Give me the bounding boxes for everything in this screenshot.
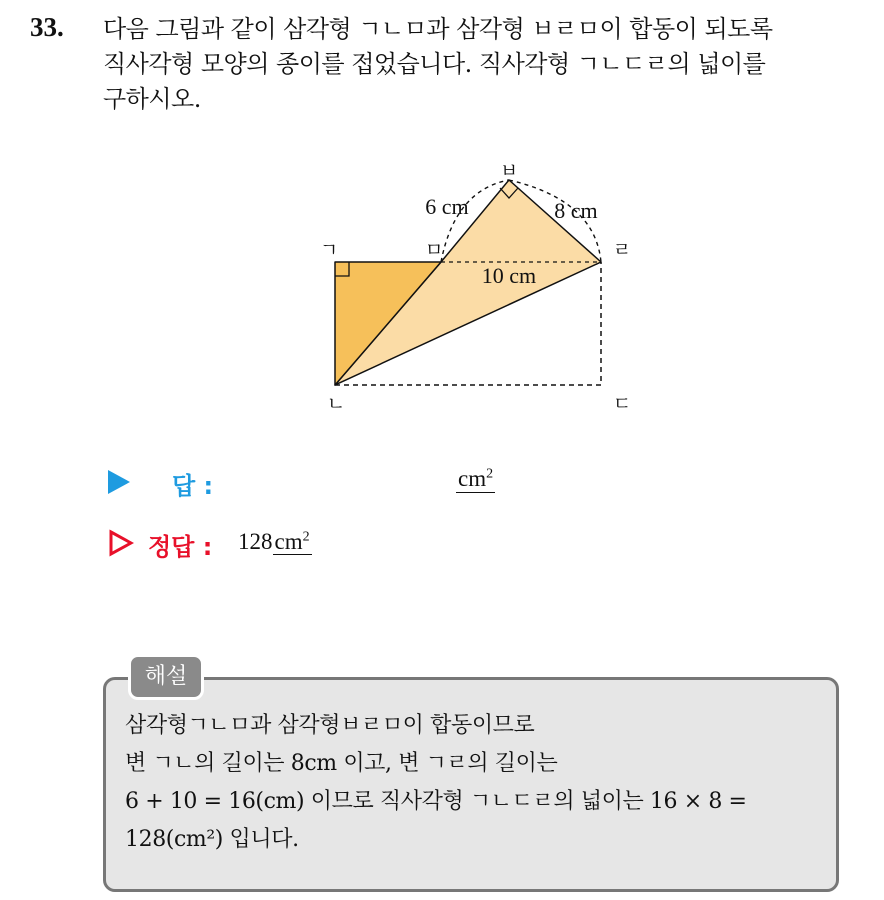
correct-unit-exponent: 2 <box>302 529 310 545</box>
solution-line: 6 + 10 = 16(cm) 이므로 직사각형 ㄱㄴㄷㄹ의 넓이는 16 × 8 = <box>125 789 747 814</box>
problem-line: 구하시오. <box>103 85 201 113</box>
solution-tab: 해설 <box>128 654 204 700</box>
solution-line: 128(cm²) 입니다. <box>125 827 299 852</box>
vertex-label-n: ㄴ <box>326 393 346 415</box>
problem-line: 직사각형 모양의 종이를 접었습니다. 직사각형 ㄱㄴㄷㄹ의 넓이를 <box>103 50 766 78</box>
dimension-label-mb: 6 cm <box>425 194 469 219</box>
vertex-label-m: ㅁ <box>424 239 444 261</box>
answer-unit-exponent: 2 <box>486 466 494 482</box>
solution-line: 변 ㄱㄴ의 길이는 8cm 이고, 변 ㄱㄹ의 길이는 <box>125 751 558 776</box>
answer-unit-blank[interactable] <box>456 466 495 493</box>
vertex-label-g: ㄱ <box>319 239 339 261</box>
problem-line: 다음 그림과 같이 삼각형 ㄱㄴㅁ과 삼각형 ㅂㄹㅁ이 합동이 되도록 <box>103 15 773 43</box>
solution-text <box>125 707 835 859</box>
play-icon <box>108 470 130 494</box>
dimension-label-br: 8 cm <box>554 198 598 223</box>
correct-unit-text: cm <box>274 529 303 554</box>
answer-unit: cm <box>458 466 487 491</box>
dimension-label-mr: 10 cm <box>481 263 537 288</box>
outline-play-icon <box>108 529 134 557</box>
vertex-label-r: ㄹ <box>612 239 632 261</box>
correct-answer-value <box>238 529 312 555</box>
solution-line: 삼각형ㄱㄴㅁ과 삼각형ㅂㄹㅁ이 합동이므로 <box>125 713 535 738</box>
correct-answer-number: 128 <box>238 529 273 554</box>
answer-label: 답 : <box>172 472 214 500</box>
vertex-label-d: ㄷ <box>612 393 632 415</box>
vertex-label-b: ㅂ <box>499 160 519 182</box>
problem-statement <box>103 12 863 117</box>
problem-number: 33. <box>30 12 64 42</box>
correct-answer-unit <box>273 529 312 555</box>
correct-answer-label: 정답 : <box>148 533 213 561</box>
folded-rectangle-figure <box>0 150 884 420</box>
